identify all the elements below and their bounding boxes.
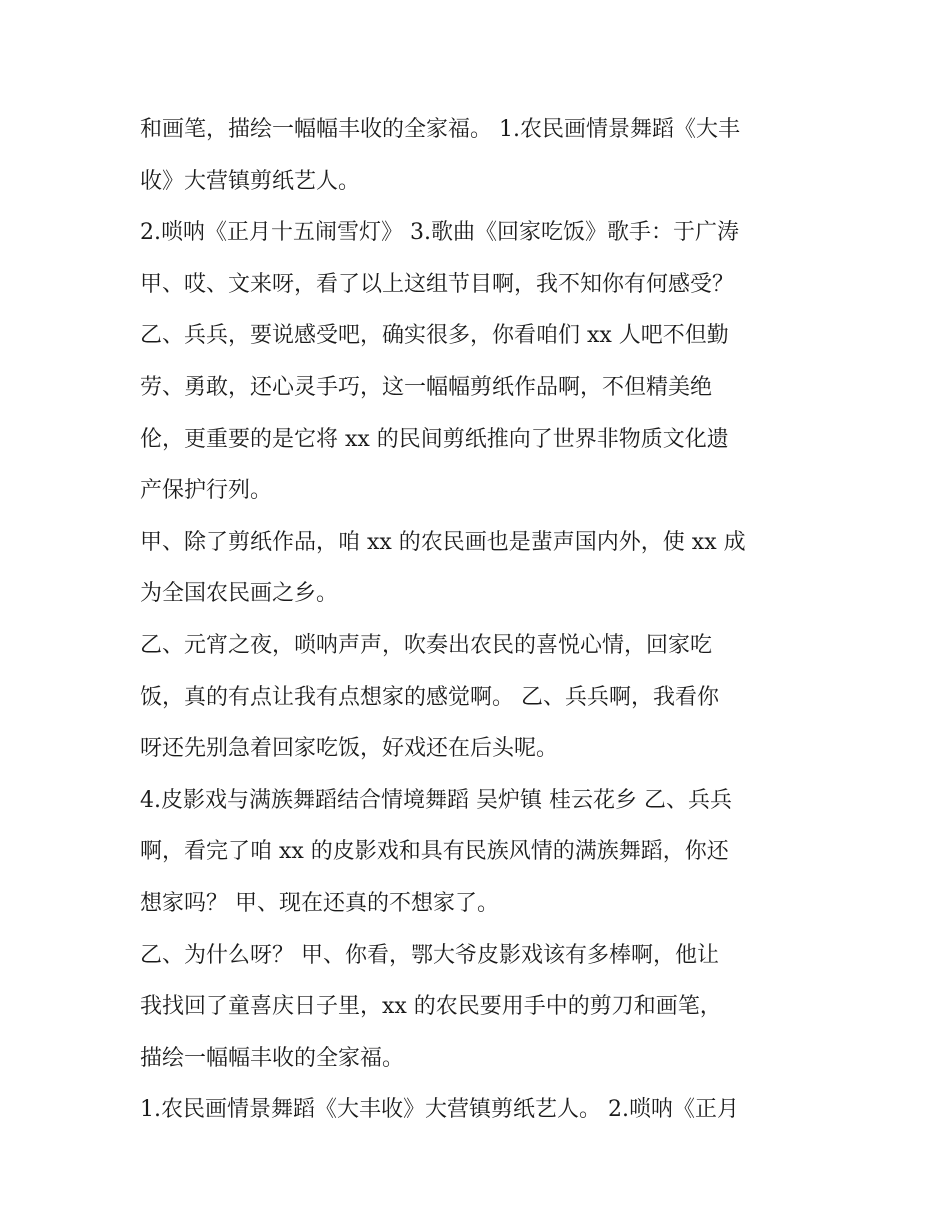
text-line: 和画笔，描绘一幅幅丰收的全家福。 1.农民画情景舞蹈《大丰 [140, 117, 740, 142]
text-line: 甲、哎、文来呀，看了以上这组节目啊，我不知你有何感受？ [140, 271, 735, 297]
text-line: 收》大营镇剪纸艺人。 [140, 168, 361, 194]
text-line: 甲、除了剪纸作品，咱 xx 的农民画也是蜚声国内外，使 xx 成 [140, 529, 746, 555]
text-line: 描绘一幅幅丰收的全家福。 [140, 1045, 405, 1071]
text-line: 想家吗？ 甲、现在还真的不想家了。 [140, 890, 499, 916]
text-line: 我找回了童喜庆日子里，xx 的农民要用手中的剪刀和画笔， [140, 994, 722, 1020]
text-line: 呀还先别急着回家吃饭，好戏还在后头呢。 [140, 736, 559, 762]
text-line: 2.唢呐《正月十五闹雪灯》 3.歌曲《回家吃饭》歌手：于广涛 [140, 220, 739, 246]
text-line: 1.农民画情景舞蹈《大丰收》大营镇剪纸艺人。 2.唢呐《正月 [140, 1097, 739, 1123]
text-line: 乙、为什么呀？ 甲、你看，鄂大爷皮影戏该有多棒啊，他让 [140, 942, 719, 968]
text-line: 饭，真的有点让我有点想家的感觉啊。 乙、兵兵啊，我看你 [140, 684, 719, 710]
text-line: 劳、勇敢，还心灵手巧，这一幅幅剪纸作品啊，不但精美绝 [140, 374, 713, 400]
text-line: 伦，更重要的是它将 xx 的民间剪纸推向了世界非物质文化遗 [140, 426, 729, 452]
text-line: 乙、兵兵，要说感受吧，确实很多，你看咱们 xx 人吧不但勤 [140, 323, 729, 349]
text-line: 啊，看完了咱 xx 的皮影戏和具有民族风情的满族舞蹈，你还 [140, 839, 729, 865]
document-body [140, 104, 812, 1136]
text-line: 产保护行列。 [140, 478, 273, 504]
text-line: 4.皮影戏与满族舞蹈结合情境舞蹈 吴炉镇 桂云花乡 乙、兵兵 [140, 787, 732, 813]
text-line: 为全国农民画之乡。 [140, 581, 339, 607]
text-line: 乙、元宵之夜，唢呐声声，吹奏出农民的喜悦心情，回家吃 [140, 632, 713, 658]
